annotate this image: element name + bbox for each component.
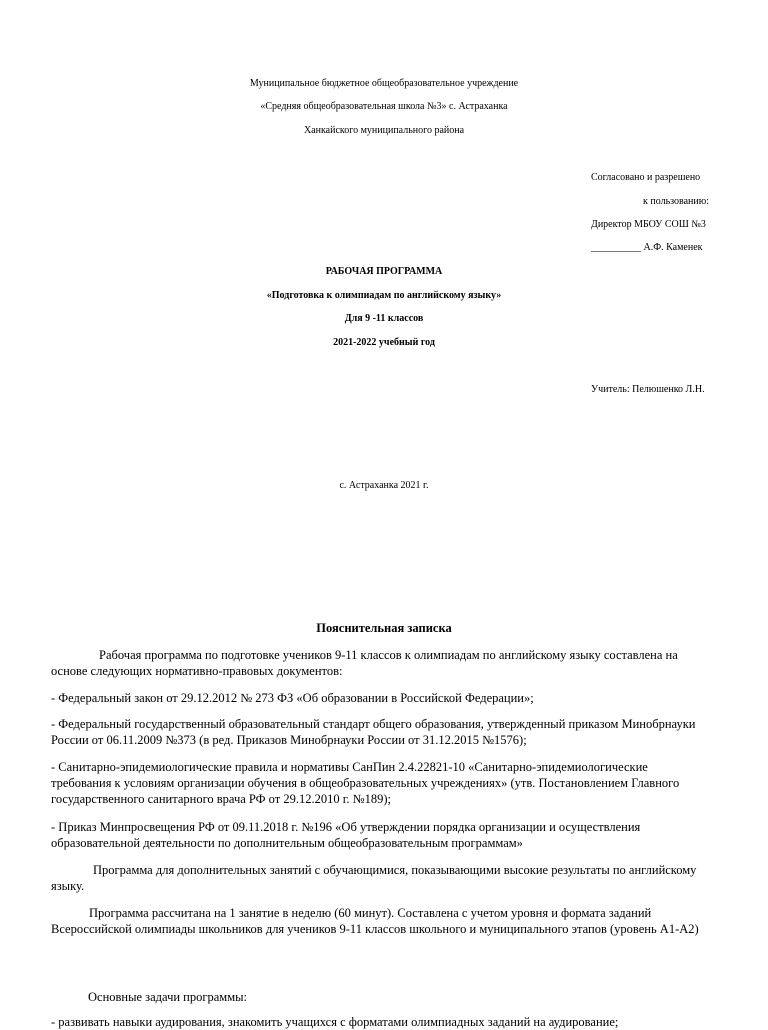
note-intro: Рабочая программа по подготовке учеников 9-11 классов к олимпиадам по английскому языку составлена на основе следующих нормативно-правовых документов: (51, 648, 678, 678)
program-subtitle: «Подготовка к олимпиадам по английскому языку» (266, 290, 502, 301)
doc-item-2: - Федеральный государственный образовательный стандарт общего образования, утвержденный приказом Минобрнауки России от 06.11.2009 №373 (в ред. Приказов Минобрнауки России от 31.12.2015 №1576); (51, 717, 696, 747)
approval-line-1: Согласовано и разрешено (591, 172, 701, 183)
place-year: с. Астраханка 2021 г. (339, 480, 429, 491)
approval-signature: __________ А.Ф. Каменек (591, 242, 703, 253)
doc-item-3: - Санитарно-эпидемиологические правила и нормативы СанПин 2.4.22821-10 «Санитарно-эпидемиологические требования к условиям организации обучения в общеобразовательных учреждениях» (утв. Постановлением Главного государственного санитарного врача РФ от 29.12.2010 г. №189); (51, 760, 680, 806)
program-grades: Для 9 -11 классов (344, 313, 424, 324)
school-type-line: Муниципальное бюджетное общеобразовательное учреждение (249, 78, 519, 89)
program-year: 2021-2022 учебный год (333, 337, 435, 348)
program-for: Программа для дополнительных занятий с обучающимися, показывающими высокие результаты по английскому языку. (51, 863, 697, 893)
approval-line-2: к пользованию: (643, 196, 710, 207)
doc-item-4: - Приказ Минпросвещения РФ от 09.11.2018 г. №196 «Об утверждении порядка организации и осуществления образовательной деятельности по дополнительным общеобразовательным программам» (51, 820, 641, 850)
approval-director: Директор МБОУ СОШ №3 (591, 219, 706, 230)
task-item-1: - развивать навыки аудирования, знакомить учащихся с форматами олимпиадных заданий на аудирование; (51, 1015, 619, 1029)
program-schedule: Программа рассчитана на 1 занятие в неделю (60 минут). Составлена с учетом уровня и формата заданий Всероссийской олимпиады школьников для учеников 9-11 классов школьного и муниципального этапов (уровень А1-А2) (51, 906, 699, 936)
district-line: Ханкайского муниципального района (303, 125, 465, 136)
program-title: РАБОЧАЯ ПРОГРАММА (325, 266, 443, 277)
doc-item-1: - Федеральный закон от 29.12.2012 № 273 ФЗ «Об образовании в Российской Федерации»; (51, 691, 534, 705)
teacher-line: Учитель: Пелюшенко Л.Н. (591, 384, 705, 395)
school-name-line: «Средняя общеобразовательная школа №3» с. Астраханка (260, 101, 508, 112)
tasks-heading: Основные задачи программы: (88, 990, 247, 1004)
note-heading: Пояснительная записка (316, 621, 452, 635)
